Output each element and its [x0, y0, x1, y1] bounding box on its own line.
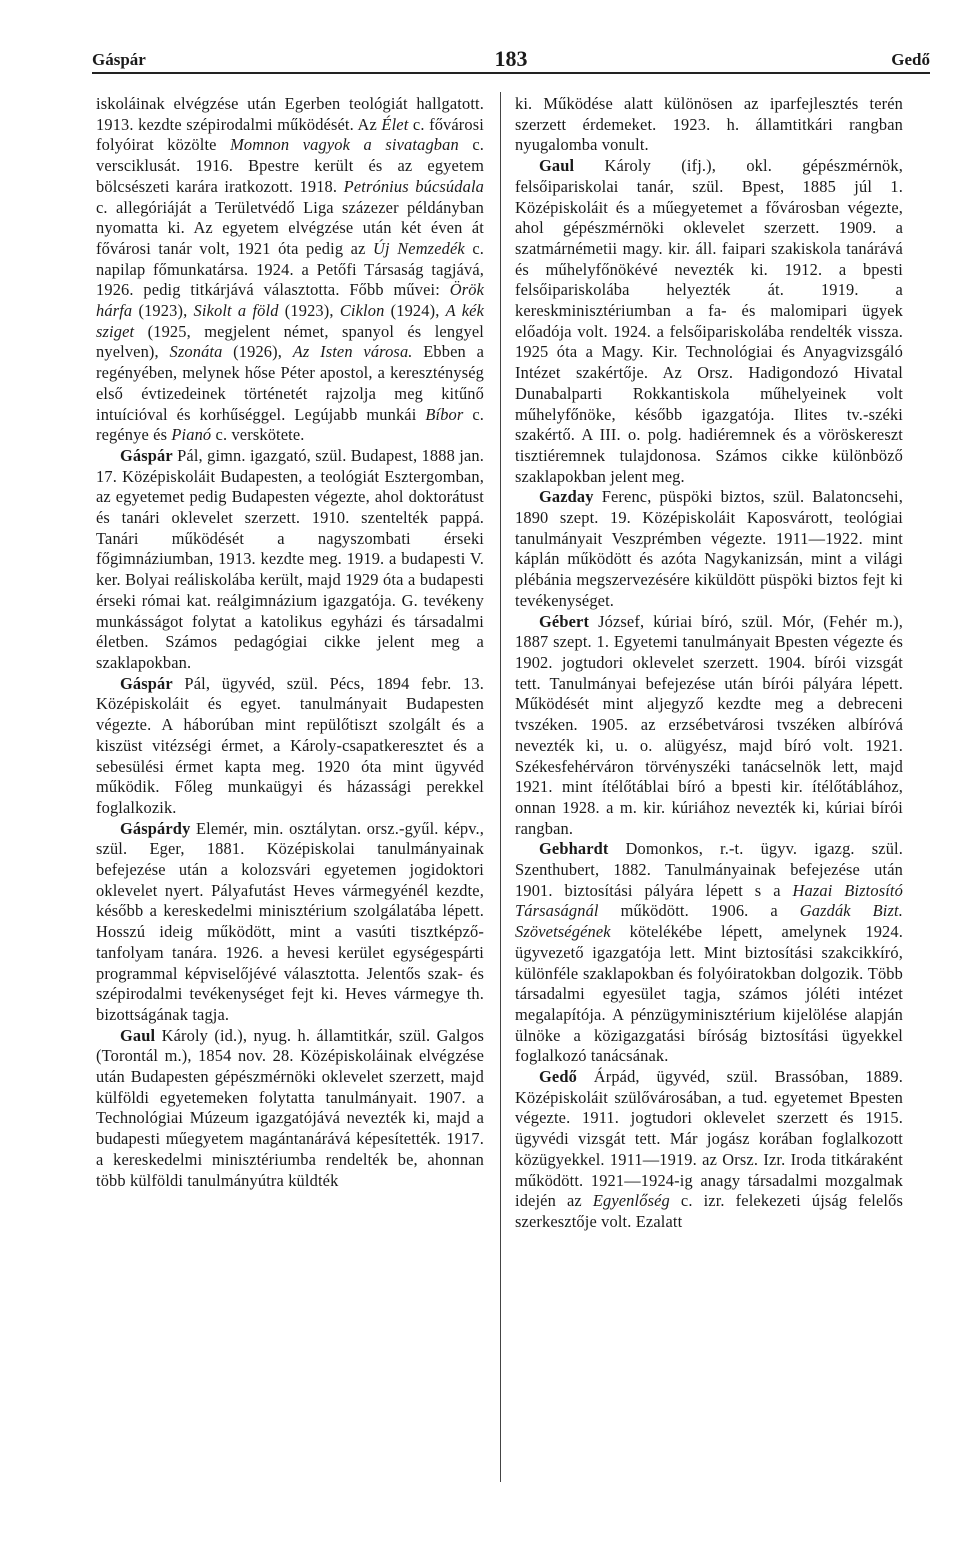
entry-paragraph: [515, 156, 903, 487]
running-head-right: Gedő: [891, 50, 930, 69]
work-title: Bíbor: [425, 404, 464, 424]
work-title: Petrónius búcsúdala: [343, 176, 484, 196]
entry-paragraph: [96, 446, 484, 674]
entry-paragraph: [515, 487, 903, 611]
entry-text: c. izr. felekezeti újság felelős szerkesztője volt. Ezalatt: [515, 1191, 903, 1231]
entry-text: ki. Működése alatt különösen az iparfejlesztés terén szerzett érdemeket. 1923. h. államtitkári rangban nyugalomba vonult.: [515, 94, 903, 155]
work-title: Hazai Biztosító Társaságnál: [515, 880, 903, 921]
entry-text: kötelékébe lépett, amelynek 1924. ügyvezető igazgatója lett. Mint biztosítási szakcikkíró, különféle szaklapokban és folyóiratokban dolgozik. Több társadalmi egyesület tagja, számos jóléti intézet megalapítója. A pénzügyminisztérium kijelölése alapján ülnöke a közigazgatási bíróság biztosítási ügyekkel foglalkozó tanácsának.: [515, 922, 903, 1066]
entry-text: Ebben a regényében, melynek hőse Péter apostol, a kereszténység első évtizedeinek történetét rajzolja meg kitűnő intuícióval és korhűséggel. Legújabb munkái: [96, 342, 484, 424]
entry-text: (1925, megjelent német, spanyol és lengyel nyelven),: [96, 321, 484, 362]
page-header: [92, 42, 930, 74]
entry-text: Pál, ügyvéd, szül. Pécs, 1894 febr. 13. Középiskoláit és egyet. tanulmányait Budapesten végezte. A háborúban mint repülőtiszt szolgált és a kiszüst vitézségi érmet, a Károly-csapatkeresztet és a sebesülési érmet kapta meg. 1920 óta mint ügyvéd működik. Főleg munkaügyi és házassági perekkel foglalkozik.: [96, 673, 484, 817]
entry-text: c. versciklusát. 1916. Bpestre került és az egyetem bölcsészeti karára iratkozott. 1918.: [96, 135, 484, 196]
entry-name: Gébert: [539, 611, 590, 631]
work-title: Élet: [381, 114, 409, 134]
work-title: Gazdák Bizt. Szövetségének: [515, 901, 903, 942]
entry-text: c. fővárosi folyóirat közölte: [96, 114, 484, 155]
work-title: Pianó: [171, 425, 212, 445]
column-divider: [500, 92, 501, 1482]
entry-paragraph: [96, 1026, 484, 1192]
entry-paragraph: [515, 1067, 903, 1233]
entry-text: József, kúriai bíró, szül. Mór, (Fehér m.), 1887 szept. 1. Egyetemi tanulmányait Bpesten végezte és 1902. jogtudori oklevelet szerzett. 1904. bírói vizsgát tett. Tanulmányai befejezése után bírói pályára lépett. Működését mint aljegyző kezdte meg a debreceni tvszéken. 1905. az erzsébetvárosi tvszéken albíróvá nevezték ki, u. o. alügyész, majd bíró volt. 1921. Székesfehérváron törvényszéki tanácselnök lett, majd 1921. mint ítélőtáblai bíró a bpesti kir. ítélőtáblához, onnan 1928. a m. kir. kúriához nevezték ki, kúriai bírói rangban.: [515, 611, 903, 838]
entry-name: Gazday: [539, 487, 594, 507]
entry-name: Gebhardt: [539, 839, 609, 859]
entry-text: iskoláinak elvégzése után Egerben teológiát hallgatott. 1913. kezdte szépirodalmi működését. Az: [96, 94, 484, 134]
entry-text: (1924),: [384, 301, 446, 321]
entry-text: (1926),: [222, 342, 293, 362]
entry-text: Károly (id.), nyug. h. államtitkár, szül. Galgos (Torontál m.), 1854 nov. 28. Középiskoláinak elvégzése után Budapesten gépészmérnöki oklevelet szerzett, majd külföldi egyetemeken folytatta tanulmányait. 1907. a Technológiai Múzeum igazgatójává nevezték ki, majd a budapesti műegyetem magántanárává képesítették. 1917. a kereskedelmi minisztériumba rendelték be, ahonnan több külföldi tanulmányútra küldték: [96, 1025, 484, 1190]
work-title: A kék sziget: [96, 301, 484, 341]
entry-text: c. allegóriáját a Területvédő Liga százezer példányban nyomatta ki. Az egyetem elvégzése után két éven át fővárosi tanár volt, 1921 óta pedig az: [96, 197, 484, 258]
work-title: Ciklon: [339, 301, 385, 321]
work-title: Szonáta: [169, 342, 223, 362]
work-title: Egyenlőség: [592, 1191, 670, 1211]
entry-text: (1923),: [278, 301, 340, 321]
running-head-left: Gáspár: [92, 50, 146, 69]
work-title: Sikolt a föld: [193, 301, 279, 321]
entry-paragraph: [96, 674, 484, 819]
right-column: [515, 94, 903, 1233]
entry-paragraph: [515, 612, 903, 840]
entry-paragraph: [515, 94, 903, 156]
entry-name: Gáspár: [120, 445, 173, 465]
entry-paragraph: [96, 819, 484, 1026]
entry-text: Károly (ifj.), okl. gépészmérnök, felsőipariskolai tanár, szül. Bpest, 1885 júl 1. Középiskoláit és a műegyetemet a fővárosban végezte, ahol gépészmérnöki oklevelet szerzett. 1909. a szatmárnémetii magy. kir. áll. faipari szakiskola tanárává és műhelyfőnökévé nevezték ki. 1912. a bpesti felsőipariskolába helyezték át. 1919. a kereskminisztériumban a fa- és malomipari ügyek előadója volt. 1924. a felsőipariskolába rendelték vissza. 1925 óta a Magy. Kir. Technológiai és Anyagvizsgáló Intézet szakértője. Az Orsz. Hadigondozó Hivatal Dunabalparti Rokkantiskola műhelyeinek volt műhelyfőnöke, később igazgatója. Ilites tv.-széki szakértő. A III. o. polg. hadiéremnek és a vöröskereszt tisztiéremnek tulajdonosa. Számos cikke különböző szaklapokban jelent meg.: [515, 156, 903, 486]
work-title: Új Nemzedék: [373, 238, 465, 258]
entry-text: c. napilap főmunkatársa. 1924. a Petőfi Társaság tagjává, 1926. pedig titkárjává választotta. Főbb művei:: [96, 238, 484, 300]
left-column: [96, 94, 484, 1191]
entry-text: c. regénye és: [96, 404, 485, 445]
entry-paragraph: [96, 94, 484, 446]
entry-text: Árpád, ügyvéd, szül. Brassóban, 1889. Középiskoláit szülővárosában, a tud. egyetemet Bpesten végezte. 1911. jogtudori oklevelet szerzett és 1915. ügyvédi vizsgát tett. Már jogász korában foglalkozott közügyekkel. 1911—1919. az Orsz. Izr. Iroda titkáraként működött. 1921—1924-ig anagy társadalmi mozgalmak idején az: [515, 1067, 903, 1211]
entry-text: Pál, gimn. igazgató, szül. Budapest, 1888 jan. 17. Középiskoláit Budapesten, a teológiát Esztergomban, az egyetemet pedig Budapesten végezte, ahol doktorátust és tanári oklevelet szerzett. 1910. szentelték pappá. Tanári működését a nagyszombati érseki főgimnáziumban, 1913. kezdte meg. 1919. a budapesti V. ker. Bolyai reáliskolába került, majd 1929 óta a budapesti érseki római kat. reálgimnázium igazgatója. G. tevékeny munkásságot folytat a katolikus egyházi és társadalmi életben. Számos pedagógiai cikke jelent meg a szaklapokban.: [96, 445, 484, 672]
entry-text: c. verskötete.: [211, 425, 305, 445]
entry-text: Elemér, min. osztálytan. orsz.-gyűl. képv., szül. Eger, 1881. Középiskolai tanulmányainak befejezése után a kolozsvári egyetemen jogidoktori oklevelet nyert. Pályafutást Heves vármegyénél kezdte, később a kereskedelmi minisztérium szolgálatába lépett. Hosszú ideig működött, mint a vasúti tisztképző-tanfolyam tanára. 1926. a hevesi kerület egységespárti programmal képviselőjévé választotta. Jelentős szak- és szépirodalmi tevékenységet fejt ki. Heves vármegye th. bizottságának tagja.: [96, 818, 484, 1024]
entry-name: Gedő: [539, 1067, 577, 1087]
entry-name: Gaul: [539, 156, 575, 176]
work-title: Momnon vagyok a sivatagban: [230, 135, 459, 155]
work-title: Az Isten városa.: [292, 342, 413, 362]
entry-name: Gáspár: [120, 673, 173, 693]
entry-text: Domonkos, r.-t. ügyv. igazg. szül. Szenthubert, 1882. Tanulmányainak befejezése után 1901. biztosítási pályára lépett s a: [515, 839, 903, 900]
entry-name: Gaul: [120, 1025, 156, 1045]
entry-text: működött. 1906. a: [598, 901, 800, 921]
entry-text: (1923),: [132, 301, 194, 321]
entry-name: Gáspárdy: [120, 818, 191, 838]
work-title: Örök hárfa: [96, 280, 484, 321]
entry-text: Ferenc, püspöki biztos, szül. Balatoncsehi, 1890 szept. 19. Középiskoláit Kaposvárott, teológiai tanulmányait Veszprémben végezte. 1911—1922. mint káplán működött és azóta Nagykanizsán, mint a világi plébánia megszervezésére kiküldött püspöki biztos fejt ki tevékenységet.: [515, 487, 903, 610]
page-number: 183: [494, 46, 528, 71]
entry-paragraph: [515, 839, 903, 1067]
